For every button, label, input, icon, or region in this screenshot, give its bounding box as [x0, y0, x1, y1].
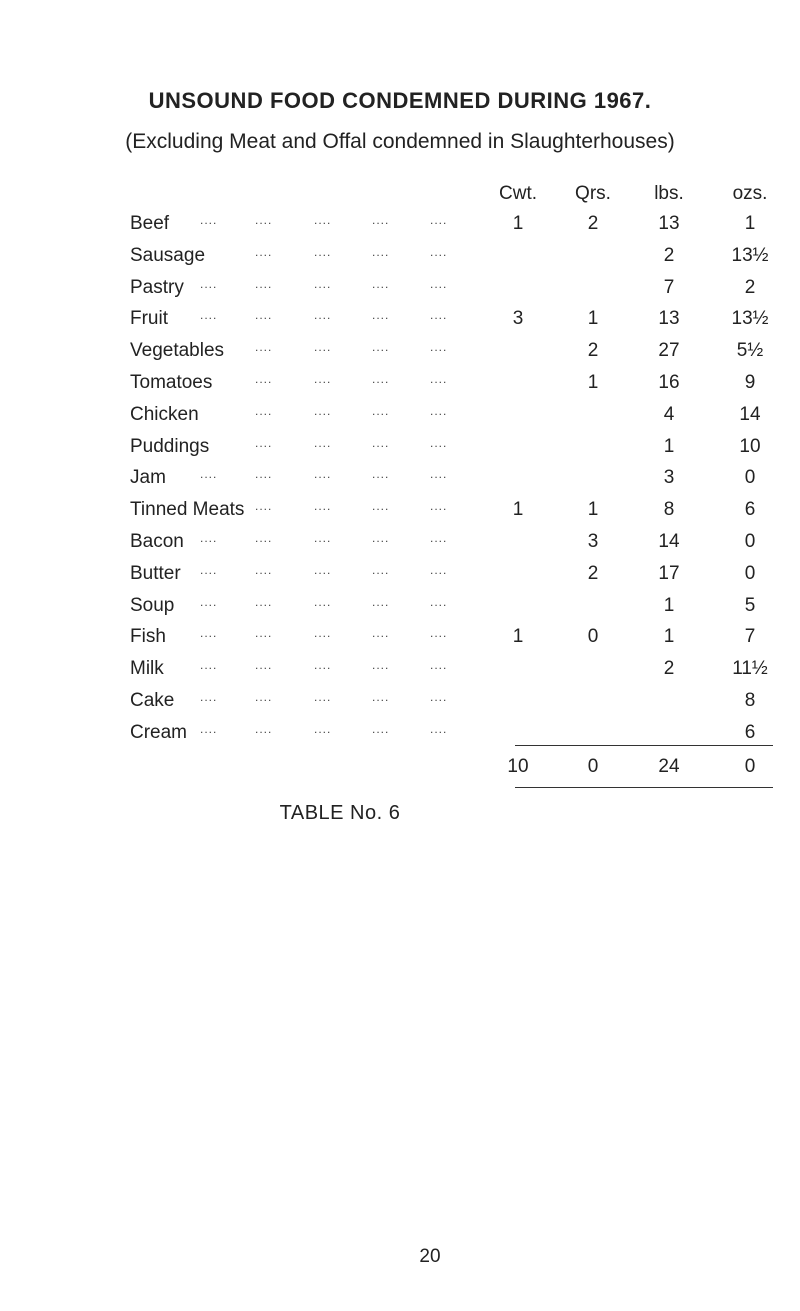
row-label: Vegetables [130, 340, 225, 361]
cell-ozs: 14 [739, 404, 761, 425]
table-row [0, 277, 800, 307]
cell-cwt: 1 [512, 626, 524, 647]
leader-dots: .... [200, 722, 218, 736]
cell-ozs: 13½ [731, 308, 769, 329]
leader-dots: .... [255, 658, 273, 672]
leader-dots: .... [372, 563, 390, 577]
cell-ozs: 0 [744, 563, 756, 584]
leader-dots: .... [255, 404, 273, 418]
row-label: Fish [130, 626, 166, 647]
row-label: Jam [130, 467, 166, 488]
leader-dots: .... [314, 308, 332, 322]
leader-dots: .... [255, 213, 273, 227]
total-lbs: 24 [658, 756, 680, 777]
page-title: UNSOUND FOOD CONDEMNED DURING 1967. [148, 88, 652, 113]
dot-leader [0, 563, 470, 593]
cell-ozs: 0 [744, 531, 756, 552]
leader-dots: .... [372, 340, 390, 354]
page-subtitle: (Excluding Meat and Offal condemned in Slaughterhouses) [125, 130, 675, 153]
leader-dots: .... [372, 245, 390, 259]
leader-dots: .... [314, 404, 332, 418]
cell-lbs: 17 [658, 563, 680, 584]
column-header-qrs: Qrs. [575, 183, 611, 204]
table-row [0, 722, 800, 752]
total-ozs: 0 [744, 756, 756, 777]
leader-dots: .... [372, 690, 390, 704]
leader-dots: .... [314, 245, 332, 259]
leader-dots: .... [430, 340, 448, 354]
leader-dots: .... [200, 531, 218, 545]
leader-dots: .... [372, 277, 390, 291]
leader-dots: .... [372, 467, 390, 481]
leader-dots: .... [314, 467, 332, 481]
leader-dots: .... [255, 372, 273, 386]
cell-cwt: 1 [512, 499, 524, 520]
dot-leader [0, 372, 470, 402]
leader-dots: .... [314, 563, 332, 577]
leader-dots: .... [372, 372, 390, 386]
leader-dots: .... [430, 595, 448, 609]
table-row [0, 690, 800, 720]
dot-leader [0, 404, 470, 434]
cell-ozs: 9 [744, 372, 756, 393]
dot-leader [0, 436, 470, 466]
dot-leader [0, 722, 470, 752]
leader-dots: .... [372, 404, 390, 418]
cell-lbs: 27 [658, 340, 680, 361]
cell-qrs: 1 [587, 372, 599, 393]
column-header-lbs: lbs. [654, 183, 684, 204]
table-row [0, 340, 800, 370]
cell-lbs: 14 [658, 531, 680, 552]
row-label: Chicken [130, 404, 199, 425]
leader-dots: .... [430, 499, 448, 513]
row-label: Cake [130, 690, 175, 711]
row-label: Fruit [130, 308, 168, 329]
cell-lbs: 1 [663, 436, 675, 457]
leader-dots: .... [255, 499, 273, 513]
leader-dots: .... [255, 531, 273, 545]
row-label: Tinned Meats [130, 499, 245, 520]
table-row [0, 658, 800, 688]
leader-dots: .... [255, 245, 273, 259]
leader-dots: .... [430, 690, 448, 704]
dot-leader [0, 531, 470, 561]
leader-dots: .... [314, 277, 332, 291]
table-row [0, 531, 800, 561]
table-row [0, 626, 800, 656]
cell-qrs: 2 [587, 563, 599, 584]
leader-dots: .... [314, 436, 332, 450]
cell-lbs: 8 [663, 499, 675, 520]
total-qrs: 0 [587, 756, 599, 777]
row-label: Puddings [130, 436, 210, 457]
row-label: Butter [130, 563, 181, 584]
table-row [0, 595, 800, 625]
table-row [0, 499, 800, 529]
leader-dots: .... [200, 308, 218, 322]
dot-leader [0, 595, 470, 625]
cell-ozs: 5 [744, 595, 756, 616]
cell-ozs: 13½ [731, 245, 769, 266]
leader-dots: .... [255, 626, 273, 640]
table-caption: TABLE No. 6 [279, 802, 401, 824]
leader-dots: .... [430, 213, 448, 227]
leader-dots: .... [255, 722, 273, 736]
leader-dots: .... [200, 467, 218, 481]
leader-dots: .... [372, 531, 390, 545]
cell-lbs: 13 [658, 308, 680, 329]
leader-dots: .... [430, 658, 448, 672]
leader-dots: .... [372, 499, 390, 513]
table-row [0, 213, 800, 243]
leader-dots: .... [430, 277, 448, 291]
cell-lbs: 1 [663, 626, 675, 647]
leader-dots: .... [430, 467, 448, 481]
table-row [0, 467, 800, 497]
leader-dots: .... [200, 595, 218, 609]
cell-qrs: 0 [587, 626, 599, 647]
cell-lbs: 2 [663, 658, 675, 679]
leader-dots: .... [430, 436, 448, 450]
leader-dots: .... [430, 531, 448, 545]
cell-ozs: 2 [744, 277, 756, 298]
leader-dots: .... [372, 213, 390, 227]
leader-dots: .... [255, 467, 273, 481]
dot-leader [0, 213, 470, 243]
cell-lbs: 13 [658, 213, 680, 234]
leader-dots: .... [372, 436, 390, 450]
column-header-cwt: Cwt. [499, 183, 537, 204]
cell-lbs: 3 [663, 467, 675, 488]
dot-leader [0, 658, 470, 688]
leader-dots: .... [200, 626, 218, 640]
leader-dots: .... [430, 372, 448, 386]
table-row [0, 372, 800, 402]
dot-leader [0, 245, 470, 275]
leader-dots: .... [200, 563, 218, 577]
leader-dots: .... [430, 626, 448, 640]
cell-ozs: 0 [744, 467, 756, 488]
cell-qrs: 3 [587, 531, 599, 552]
dot-leader [0, 690, 470, 720]
leader-dots: .... [200, 658, 218, 672]
dot-leader [0, 277, 470, 307]
dot-leader [0, 340, 470, 370]
cell-qrs: 1 [587, 308, 599, 329]
leader-dots: .... [372, 308, 390, 322]
total-rule-top [515, 745, 773, 746]
table-row [0, 404, 800, 434]
leader-dots: .... [314, 531, 332, 545]
leader-dots: .... [255, 595, 273, 609]
cell-qrs: 2 [587, 340, 599, 361]
leader-dots: .... [314, 213, 332, 227]
table-row [0, 436, 800, 466]
cell-ozs: 8 [744, 690, 756, 711]
leader-dots: .... [314, 372, 332, 386]
column-header-ozs: ozs. [732, 183, 768, 204]
row-label: Beef [130, 213, 170, 234]
dot-leader [0, 626, 470, 656]
leader-dots: .... [255, 436, 273, 450]
cell-lbs: 7 [663, 277, 675, 298]
leader-dots: .... [430, 404, 448, 418]
row-label: Pastry [130, 277, 184, 298]
total-cwt: 10 [507, 756, 529, 777]
leader-dots: .... [314, 690, 332, 704]
leader-dots: .... [430, 245, 448, 259]
cell-qrs: 2 [587, 213, 599, 234]
leader-dots: .... [314, 722, 332, 736]
cell-lbs: 2 [663, 245, 675, 266]
cell-ozs: 5½ [736, 340, 764, 361]
leader-dots: .... [314, 595, 332, 609]
table-row [0, 308, 800, 338]
cell-lbs: 1 [663, 595, 675, 616]
leader-dots: .... [200, 690, 218, 704]
table-row [0, 245, 800, 275]
total-rule-bottom [515, 787, 773, 788]
cell-qrs: 1 [587, 499, 599, 520]
leader-dots: .... [430, 308, 448, 322]
leader-dots: .... [372, 595, 390, 609]
leader-dots: .... [372, 658, 390, 672]
leader-dots: .... [255, 563, 273, 577]
leader-dots: .... [314, 626, 332, 640]
cell-cwt: 3 [512, 308, 524, 329]
leader-dots: .... [430, 722, 448, 736]
page-number: 20 [419, 1246, 441, 1267]
dot-leader [0, 308, 470, 338]
row-label: Soup [130, 595, 175, 616]
row-label: Bacon [130, 531, 184, 552]
leader-dots: .... [430, 563, 448, 577]
leader-dots: .... [255, 690, 273, 704]
row-label: Sausage [130, 245, 206, 266]
row-label: Tomatoes [130, 372, 213, 393]
leader-dots: .... [314, 340, 332, 354]
table-row [0, 563, 800, 593]
leader-dots: .... [314, 658, 332, 672]
row-label: Milk [130, 658, 164, 679]
cell-ozs: 10 [739, 436, 761, 457]
leader-dots: .... [255, 277, 273, 291]
cell-lbs: 16 [658, 372, 680, 393]
leader-dots: .... [314, 499, 332, 513]
leader-dots: .... [200, 213, 218, 227]
cell-cwt: 1 [512, 213, 524, 234]
leader-dots: .... [255, 340, 273, 354]
table-header [0, 183, 800, 213]
leader-dots: .... [255, 308, 273, 322]
totals-row [0, 756, 800, 786]
row-label: Cream [130, 722, 188, 743]
cell-lbs: 4 [663, 404, 675, 425]
leader-dots: .... [372, 722, 390, 736]
cell-ozs: 6 [744, 499, 756, 520]
cell-ozs: 1 [744, 213, 756, 234]
leader-dots: .... [372, 626, 390, 640]
dot-leader [0, 467, 470, 497]
leader-dots: .... [200, 277, 218, 291]
cell-ozs: 6 [744, 722, 756, 743]
cell-ozs: 11½ [732, 658, 768, 679]
cell-ozs: 7 [744, 626, 756, 647]
